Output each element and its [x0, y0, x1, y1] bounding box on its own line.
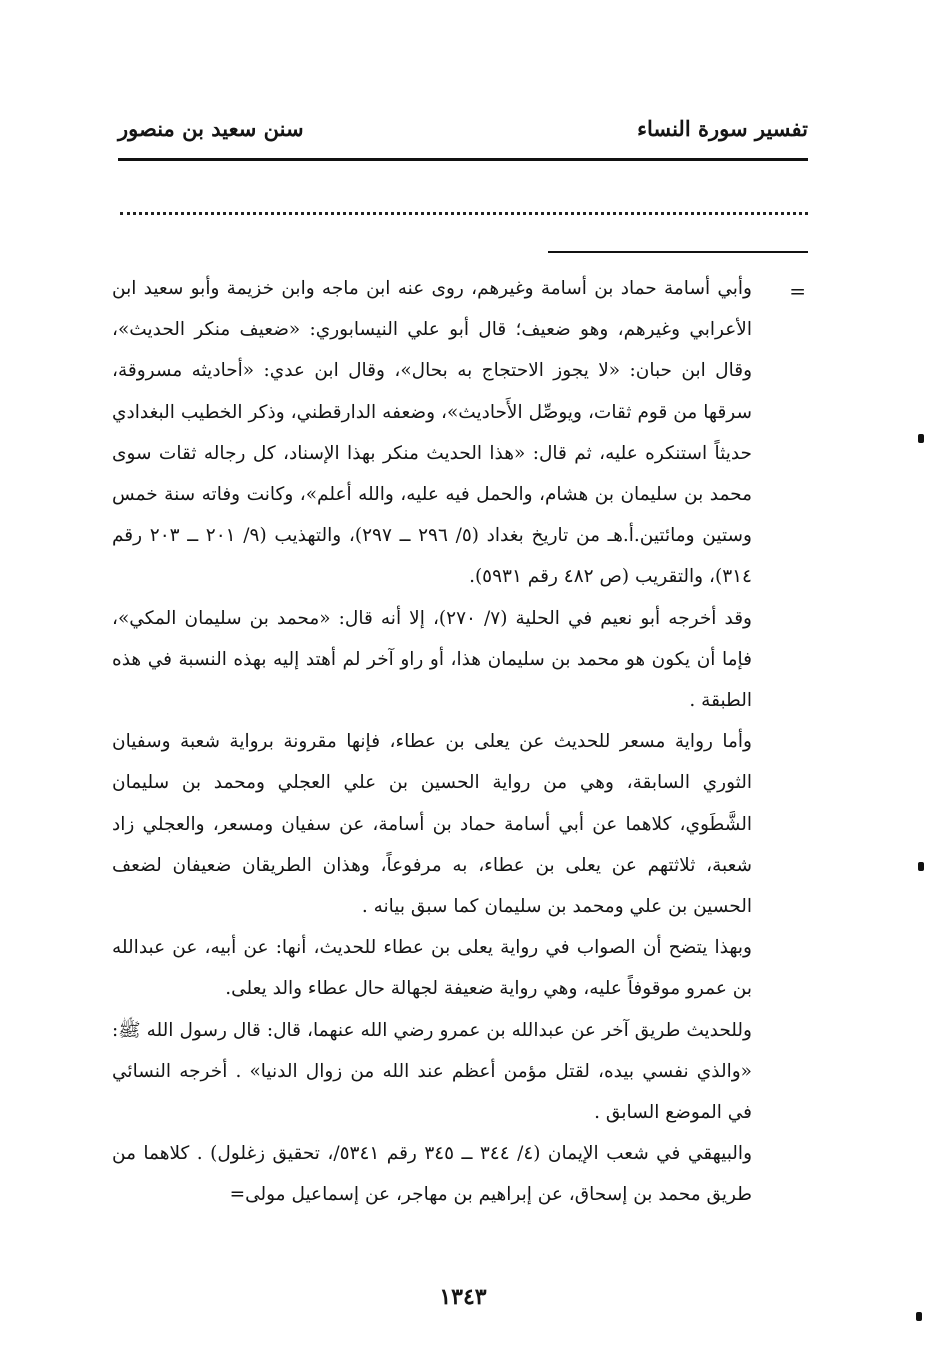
paragraph: وللحديث طريق آخر عن عبدالله بن عمرو رضي الله عنهما، قال: قال رسول الله ﷺ: «والذي نفسي بيده، لقتل مؤمن أعظم عند الله من زوال الدنيا» . أخرجه النسائي في الموضع السابق . — [112, 1019, 752, 1124]
paragraph: وأبي أسامة حماد بن أسامة وغيرهم، روى عنه ابن ماجه وابن خزيمة وأبو سعيد ابن الأعرابي وغيرهم، وهو ضعيف؛ قال أبو علي النيسابوري: «ضعيف منكر الحديث»، وقال ابن حبان: «لا يجوز الاحتجاج به بحال»، وقال ابن عدي: «أحاديثه مسروقة، سرقها من قوم ثقات، ويوصِّل الأَحاديث»، وضعفه الدارقطني، وذكر الخطيب البغدادي حديثاً استنكره عليه، ثم قال: «هذا الحديث منكر بهذا الإسناد، كل رجاله ثقات سوى محمد بن سليمان بن هشام، والحمل فيه عليه، والله أعلم»، وكانت وفاته سنة خمس وستين ومائتين.أ.هـ من تاريخ بغداد (٥/ ٢٩٦ ــ ٢٩٧)، والتهذيب (٩/ ٢٠١ ــ ٢٠٣ رقم ٣١٤)، والتقريب (ص ٤٨٢ رقم ٥٩٣١). — [112, 278, 752, 588]
running-header — [118, 112, 808, 148]
paragraph: والبيهقي في شعب الإيمان (٤/ ٣٤٤ ــ ٣٤٥ رقم ٥٣٤١/، تحقيق زغلول) . كلاهما من طريق محمد بن إسحاق، عن إبراهيم بن مهاجر، عن إسماعيل مولى= — [112, 1143, 753, 1206]
header-rule — [118, 158, 808, 161]
book-title: سنن سعيد بن منصور — [118, 116, 304, 141]
paragraph: وقد أخرجه أبو نعيم في الحلية (٧/ ٢٧٠)، إلا أنه قال: «محمد بن سليمان المكي»، فإما أن يكون هو محمد بن سليمان هذا، أو راو آخر لم أهتد إليه بهذه النسبة في هذه الطبقة . — [112, 607, 752, 712]
surah-title: تفسير سورة النساء — [637, 116, 808, 141]
continuation-mark: = — [789, 279, 806, 303]
margin-mark — [918, 434, 924, 443]
page-number: ١٣٤٣ — [439, 1284, 487, 1310]
footnote-rule — [548, 251, 808, 253]
paragraph: وأما رواية مسعر للحديث عن يعلى بن عطاء، فإنها مقرونة برواية شعبة وسفيان الثوري السابقة، وهي من رواية الحسين بن علي العجلي ومحمد بن سليمان الشَّطَوي، كلاهما عن أبي أسامة حماد بن أسامة، عن سفيان ومسعر، والعجلي زاد شعبة، ثلاثتهم عن يعلى بن عطاء، به مرفوعاً، وهذان الطريقان ضعيفان لضعف الحسين بن علي ومحمد بن سليمان كما سبق بيانه . — [112, 731, 752, 918]
margin-mark — [916, 1312, 922, 1321]
dotted-separator — [120, 212, 808, 215]
margin-mark — [918, 862, 924, 871]
paragraph: وبهذا يتضح أن الصواب في رواية يعلى بن عطاء للحديث، أنها: عن أبيه، عن عبدالله بن عمرو موقوفاً عليه، وهي رواية ضعيفة لجهالة حال عطاء والد يعلى. — [112, 937, 752, 1000]
footnote-body — [112, 268, 752, 1216]
